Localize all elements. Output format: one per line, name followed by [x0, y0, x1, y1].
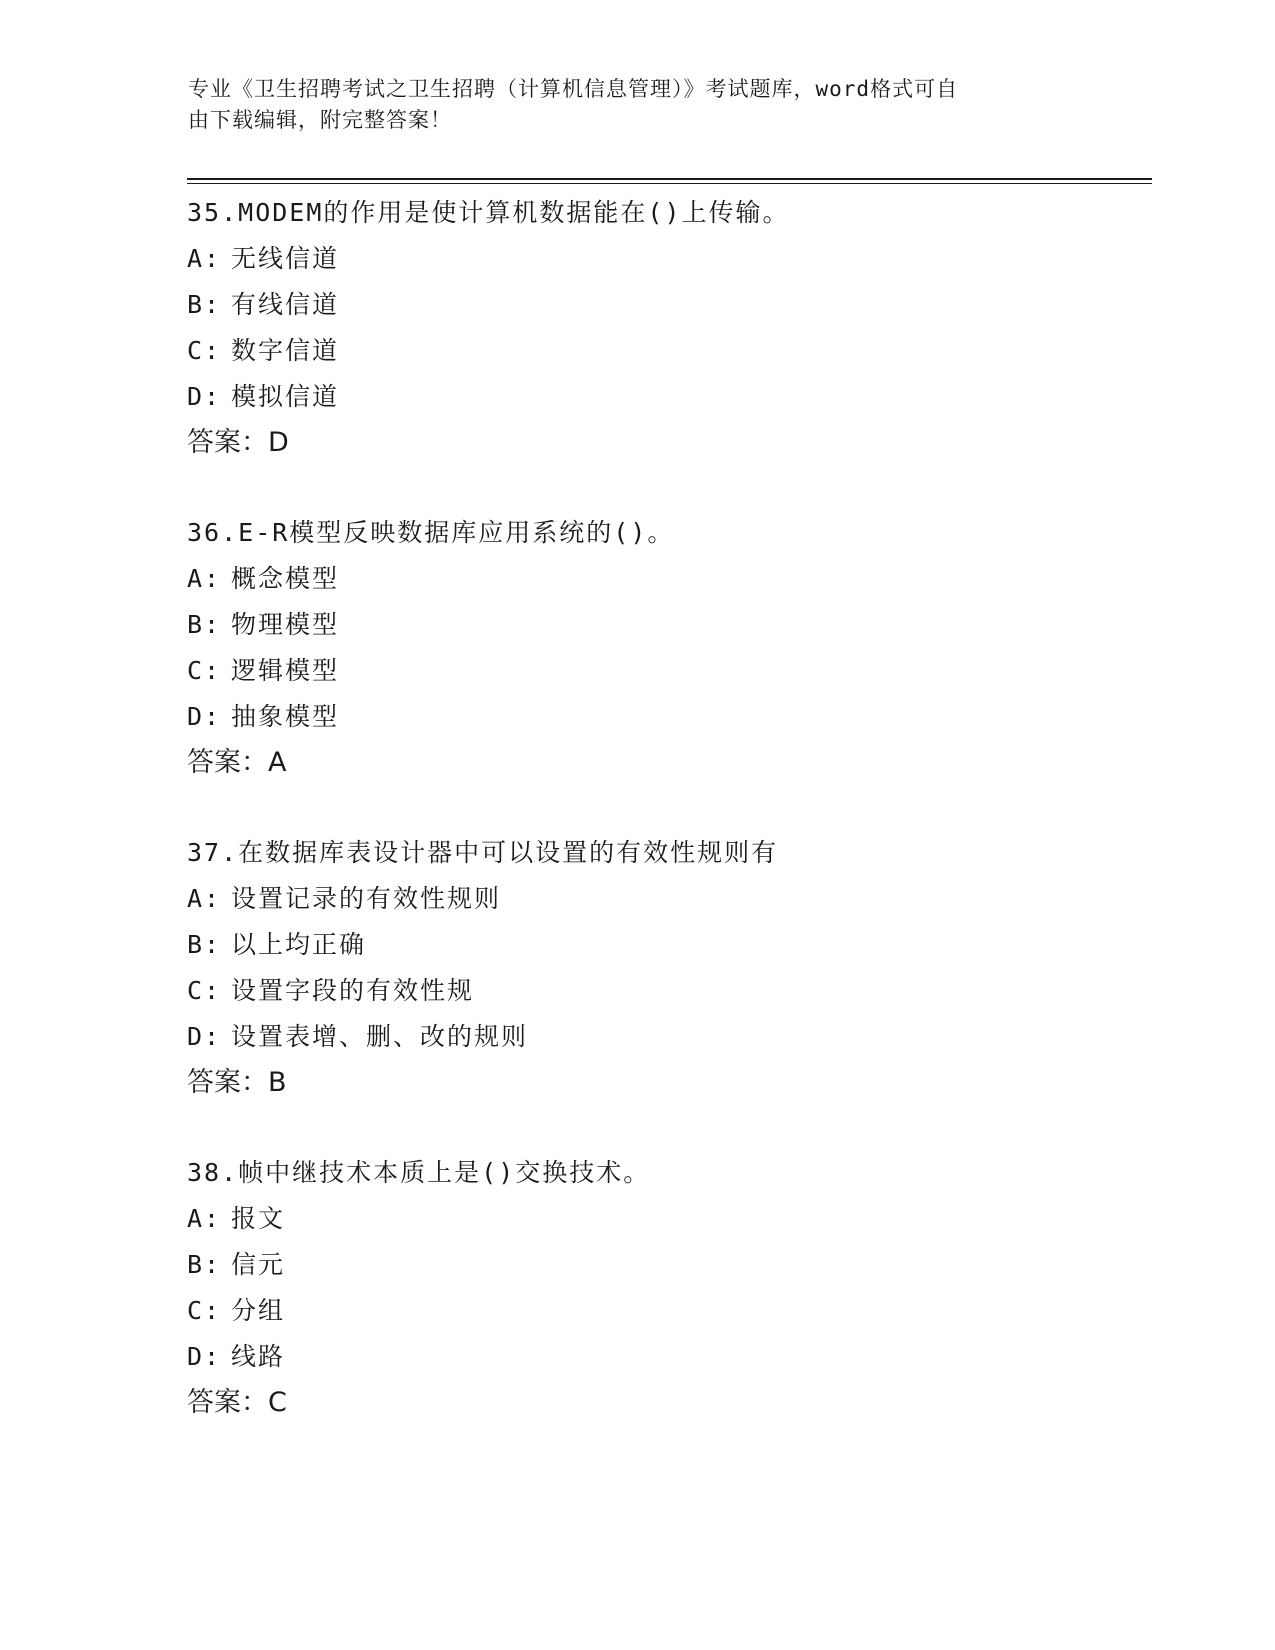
- option-letter: C:: [187, 656, 222, 685]
- option-text: 线路: [231, 1342, 286, 1371]
- question-38: [187, 1150, 1147, 1470]
- answer-line: 答案：A: [187, 747, 287, 778]
- option-text: 设置记录的有效性规则: [231, 884, 502, 913]
- answer-line: 答案：B: [187, 1067, 287, 1098]
- option-c: [187, 1288, 1147, 1334]
- option-letter: A:: [187, 1204, 222, 1233]
- question-stem: 38.帧中继技术本质上是()交换技术。: [187, 1158, 651, 1187]
- option-letter: A:: [187, 564, 222, 593]
- question-37: [187, 830, 1147, 1150]
- option-text: 报文: [231, 1204, 286, 1233]
- option-letter: B:: [187, 290, 222, 319]
- option-d: [187, 374, 1147, 420]
- question-list: [187, 190, 1147, 1470]
- question-36: [187, 510, 1147, 830]
- option-d: [187, 1334, 1147, 1380]
- option-letter: D:: [187, 382, 222, 411]
- header-divider-thin: [187, 183, 1152, 184]
- option-text: 抽象模型: [231, 702, 340, 731]
- option-text: 数字信道: [231, 336, 340, 365]
- header-line-2: 由下载编辑，附完整答案！: [188, 108, 452, 132]
- option-a: [187, 556, 1147, 602]
- option-a: [187, 1196, 1147, 1242]
- option-b: [187, 282, 1147, 328]
- option-letter: D:: [187, 1342, 222, 1371]
- option-letter: A:: [187, 884, 222, 913]
- option-text: 概念模型: [231, 564, 340, 593]
- option-letter: C:: [187, 976, 222, 1005]
- question-stem: 37.在数据库表设计器中可以设置的有效性规则有: [187, 838, 779, 867]
- answer-line: 答案：D: [187, 427, 289, 458]
- option-a: [187, 876, 1147, 922]
- option-d: [187, 1014, 1147, 1060]
- option-text: 逻辑模型: [231, 656, 340, 685]
- option-letter: D:: [187, 702, 222, 731]
- header-divider: [187, 178, 1152, 180]
- option-text: 有线信道: [231, 290, 340, 319]
- question-stem: 36.E-R模型反映数据库应用系统的()。: [187, 518, 675, 547]
- option-c: [187, 968, 1147, 1014]
- option-text: 以上均正确: [231, 930, 367, 959]
- option-letter: C:: [187, 336, 222, 365]
- option-b: [187, 602, 1147, 648]
- option-c: [187, 328, 1147, 374]
- question-stem: 35.MODEM的作用是使计算机数据能在()上传输。: [187, 198, 790, 227]
- option-letter: B:: [187, 930, 222, 959]
- option-letter: D:: [187, 1022, 222, 1051]
- option-text: 信元: [231, 1250, 286, 1279]
- option-text: 设置字段的有效性规: [231, 976, 475, 1005]
- option-b: [187, 922, 1147, 968]
- option-letter: C:: [187, 1296, 222, 1325]
- option-text: 无线信道: [231, 244, 340, 273]
- option-letter: B:: [187, 1250, 222, 1279]
- question-35: [187, 190, 1147, 510]
- option-text: 设置表增、删、改的规则: [231, 1022, 529, 1051]
- document-header: [188, 74, 1068, 136]
- option-text: 模拟信道: [231, 382, 340, 411]
- answer-line: 答案：C: [187, 1387, 287, 1418]
- option-letter: B:: [187, 610, 222, 639]
- option-c: [187, 648, 1147, 694]
- header-line-1: 专业《卫生招聘考试之卫生招聘（计算机信息管理）》考试题库，word格式可自: [188, 77, 959, 101]
- option-b: [187, 1242, 1147, 1288]
- option-letter: A:: [187, 244, 222, 273]
- option-a: [187, 236, 1147, 282]
- option-d: [187, 694, 1147, 740]
- option-text: 分组: [231, 1296, 286, 1325]
- option-text: 物理模型: [231, 610, 340, 639]
